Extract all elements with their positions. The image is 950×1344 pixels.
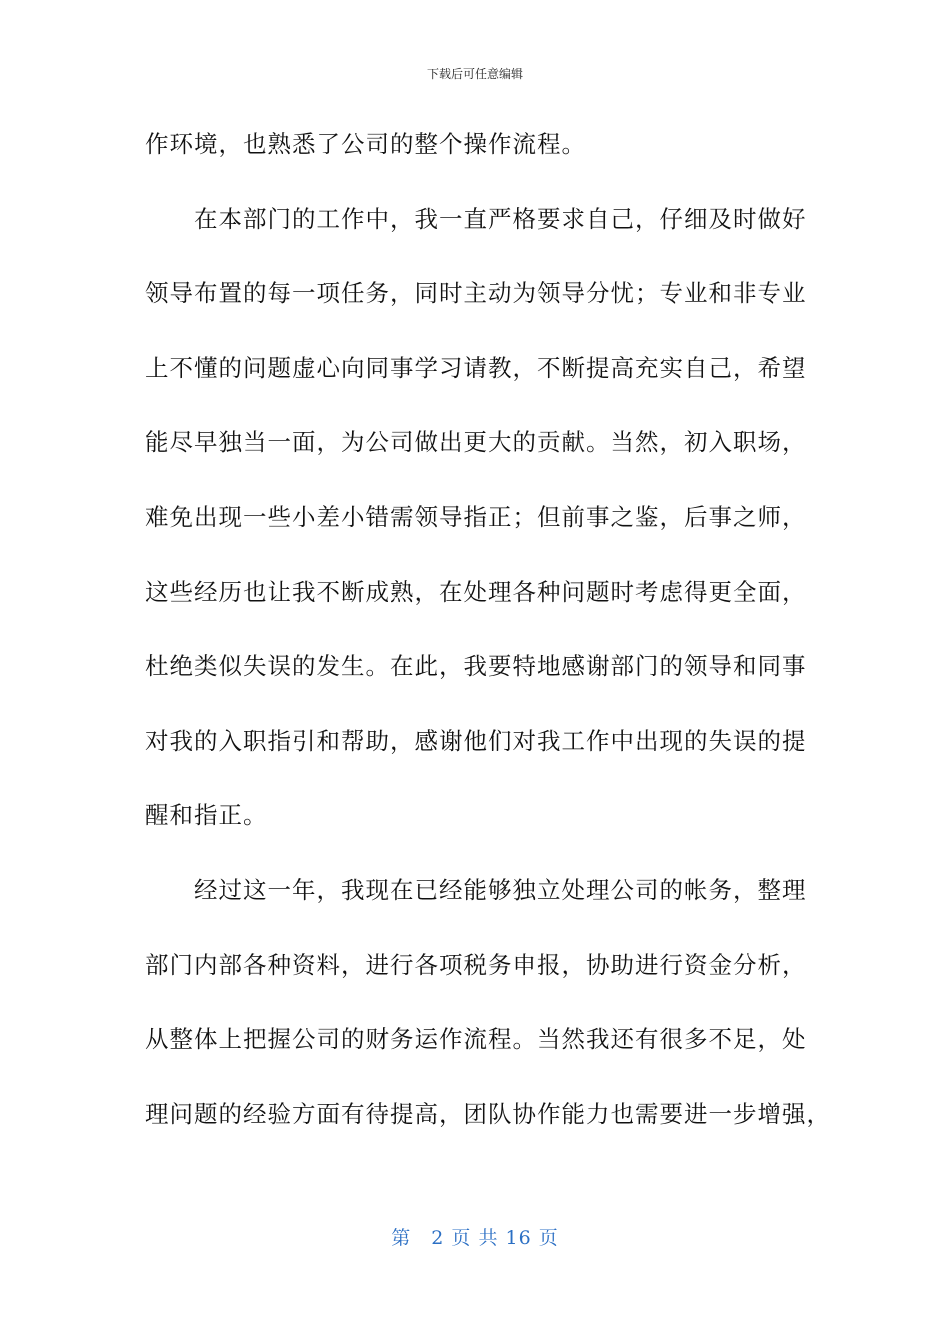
text-line: 在本部门的工作中，我一直严格要求自己，仔细及时做好 (145, 204, 807, 233)
text-line: 部门内部各种资料，进行各项税务申报，协助进行资金分析， (145, 950, 807, 979)
document-body (145, 124, 831, 1168)
text-line: 醒和指正。 (145, 801, 268, 830)
text-line: 难免出现一些小差小错需领导指正；但前事之鉴，后事之师， (145, 502, 807, 531)
text-line: 杜绝类似失误的发生。在此，我要特地感谢部门的领导和同事 (145, 652, 807, 681)
text-line: 上不懂的问题虚心向同事学习请教，不断提高充实自己，希望 (145, 353, 807, 382)
text-line: 对我的入职指引和帮助，感谢他们对我工作中出现的失误的提 (145, 726, 807, 755)
text-line: 经过这一年，我现在已经能够独立处理公司的帐务，整理 (145, 875, 807, 904)
page-header: 下载后可任意编辑 (426, 67, 523, 81)
page-number-footer: 第 2 页 共 16 页 (391, 1227, 559, 1249)
text-line: 这些经历也让我不断成熟，在处理各种问题时考虑得更全面， (145, 577, 807, 606)
text-line: 领导布置的每一项任务，同时主动为领导分忧；专业和非专业 (145, 279, 807, 308)
text-line: 能尽早独当一面，为公司做出更大的贡献。当然，初入职场， (145, 428, 807, 457)
text-line: 作环境，也熟悉了公司的整个操作流程。 (145, 130, 586, 158)
text-line: 理问题的经验方面有待提高，团队协作能力也需要进一步增强， (145, 1099, 831, 1128)
text-line: 从整体上把握公司的财务运作流程。当然我还有很多不足，处 (145, 1025, 807, 1054)
